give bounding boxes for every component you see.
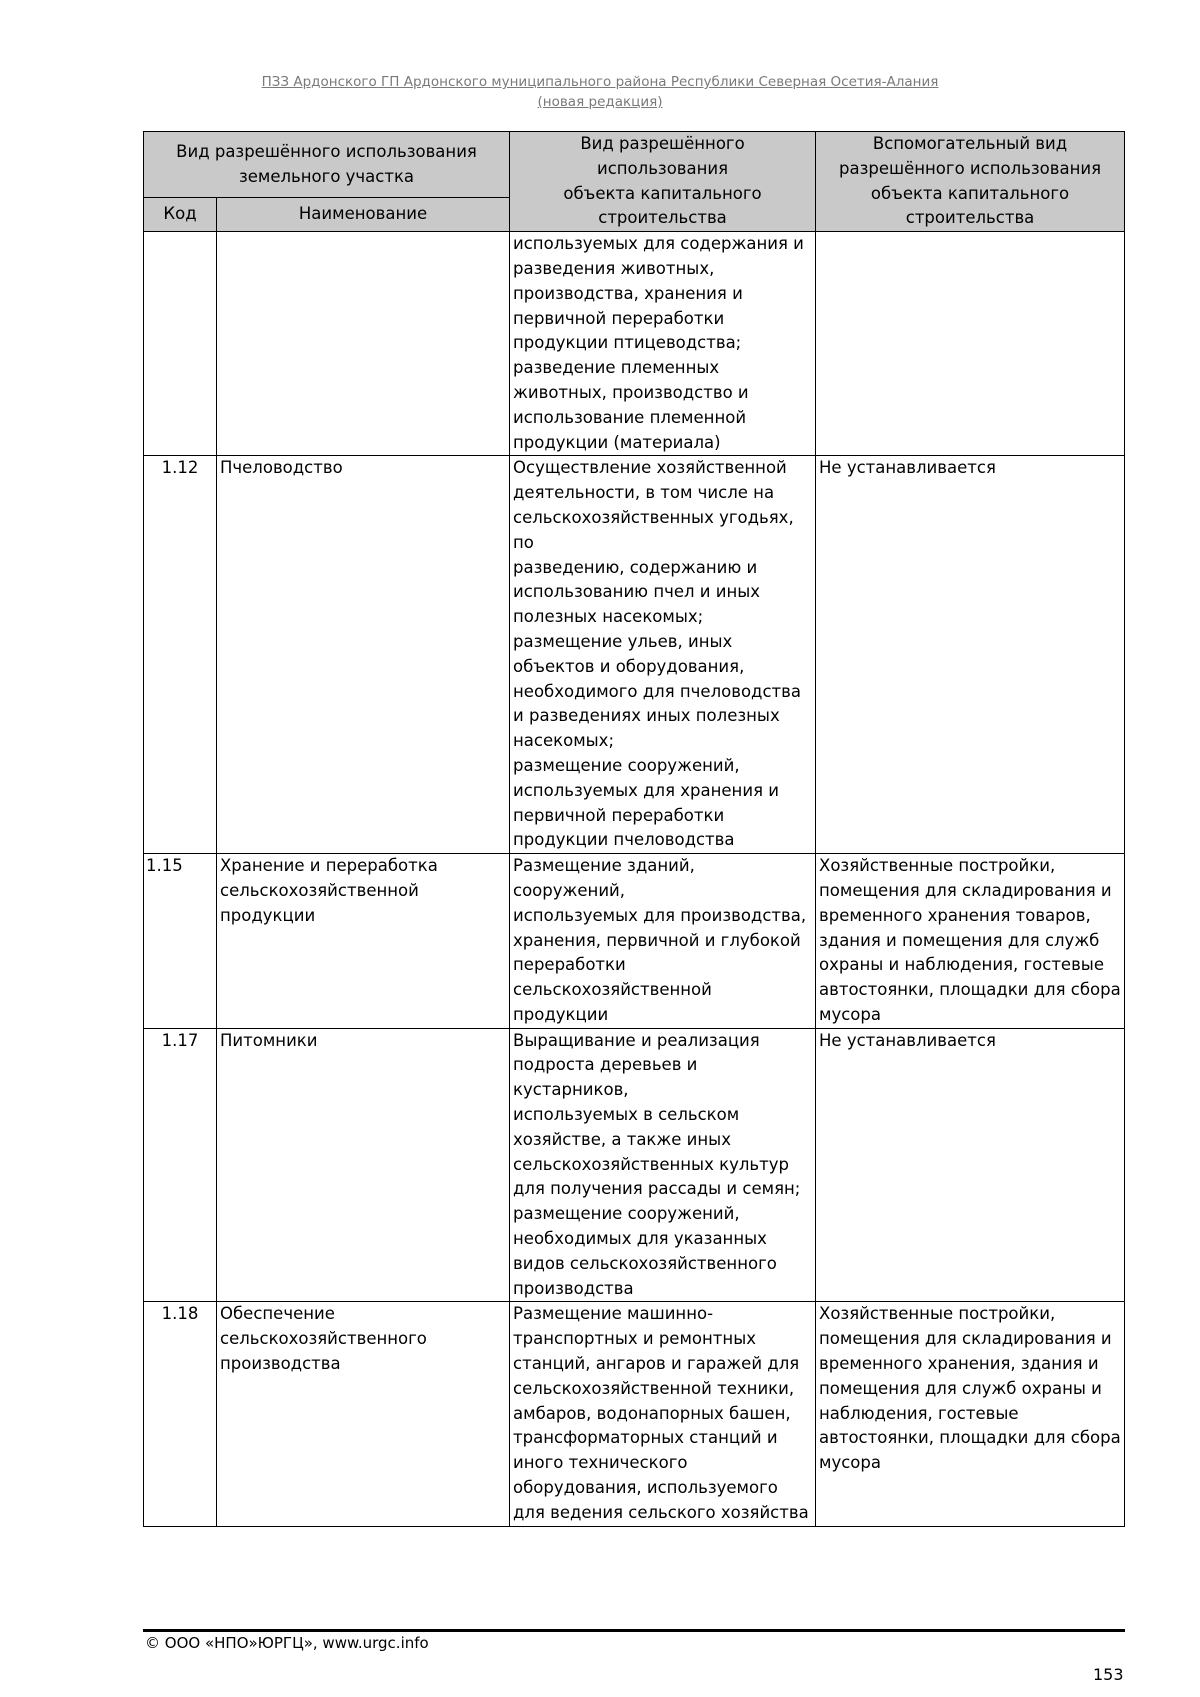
row-auxiliary-use: Хозяйственные постройки, помещения для складирования и временного хранения, здания и помещения для служб охраны и наблюдения, гостевые автостоянки, площадки для сбора мусора bbox=[816, 1302, 1125, 1526]
row-code: 1.17 bbox=[144, 1028, 217, 1302]
header-capital-use: Вид разрешённого использования объекта капитального строительства bbox=[510, 132, 816, 232]
row-name: Пчеловодство bbox=[217, 456, 510, 854]
row-name: Питомники bbox=[217, 1028, 510, 1302]
header-code: Код bbox=[144, 198, 217, 232]
row-auxiliary-use: Хозяйственные постройки, помещения для складирования и временного хранения товаров, здания и помещения для служб охраны и наблюдения, гостевые автостоянки, площадки для сбора мусора bbox=[816, 854, 1125, 1029]
header-edition: (новая редакция) bbox=[537, 94, 663, 110]
row-capital-use: Размещение машинно- транспортных и ремонтных станций, ангаров и гаражей для сельскохозяйственной техники, амбаров, водонапорных башен, трансформаторных станций и иного технического оборудования, используемого для ведения сельского хозяйства bbox=[510, 1302, 816, 1526]
row-code: 1.15 bbox=[144, 854, 217, 1029]
row-auxiliary-use: Не устанавливается bbox=[816, 1028, 1125, 1302]
row-capital-use: используемых для содержания и разведения животных, производства, хранения и первичной переработки продукции птицеводства; разведение племенных животных, производство и использование племенной продукции (материала) bbox=[510, 232, 816, 456]
header-document-title: ПЗЗ Ардонского ГП Ардонского муниципального района Республики Северная Осетия-Алания bbox=[261, 74, 939, 90]
row-capital-use: Выращивание и реализация подроста деревьев и кустарников, используемых в сельском хозяйстве, а также иных сельскохозяйственных культур для получения рассады и семян; размещение сооружений, необходимых для указанных видов сельскохозяйственного производства bbox=[510, 1028, 816, 1302]
page-number: 153 bbox=[1093, 1665, 1124, 1684]
row-code: 1.12 bbox=[144, 456, 217, 854]
table-row bbox=[144, 854, 1125, 1029]
row-capital-use: Осуществление хозяйственной деятельности, в том числе на сельскохозяйственных угодьях, по разведению, содержанию и использованию пчел и иных полезных насекомых; размещение ульев, иных объектов и оборудования, необходимого для пчеловодства и разведениях иных полезных насекомых; размещение сооружений, используемых для хранения и первичной переработки продукции пчеловодства bbox=[510, 456, 816, 854]
row-name: Хранение и переработка сельскохозяйственной продукции bbox=[217, 854, 510, 1029]
table-row bbox=[144, 232, 1125, 456]
row-auxiliary-use bbox=[816, 232, 1125, 456]
table-row bbox=[144, 456, 1125, 854]
table-row bbox=[144, 1302, 1125, 1526]
footer-divider bbox=[143, 1629, 1125, 1632]
table-header-row bbox=[144, 132, 1125, 198]
header-auxiliary-use: Вспомогательный вид разрешённого использования объекта капитального строительства bbox=[816, 132, 1125, 232]
header-land-use-group: Вид разрешённого использования земельного участка bbox=[144, 132, 510, 198]
table-row bbox=[144, 1028, 1125, 1302]
row-capital-use: Размещение зданий, сооружений, используемых для производства, хранения, первичной и глубокой переработки сельскохозяйственной продукции bbox=[510, 854, 816, 1029]
row-name bbox=[217, 232, 510, 456]
row-code bbox=[144, 232, 217, 456]
page-header bbox=[0, 72, 1200, 112]
row-code: 1.18 bbox=[144, 1302, 217, 1526]
land-use-table bbox=[143, 131, 1125, 1527]
footer-copyright: © ООО «НПО»ЮРГЦ», www.urgc.info bbox=[145, 1634, 429, 1652]
row-name: Обеспечение сельскохозяйственного производства bbox=[217, 1302, 510, 1526]
row-auxiliary-use: Не устанавливается bbox=[816, 456, 1125, 854]
header-name: Наименование bbox=[217, 198, 510, 232]
